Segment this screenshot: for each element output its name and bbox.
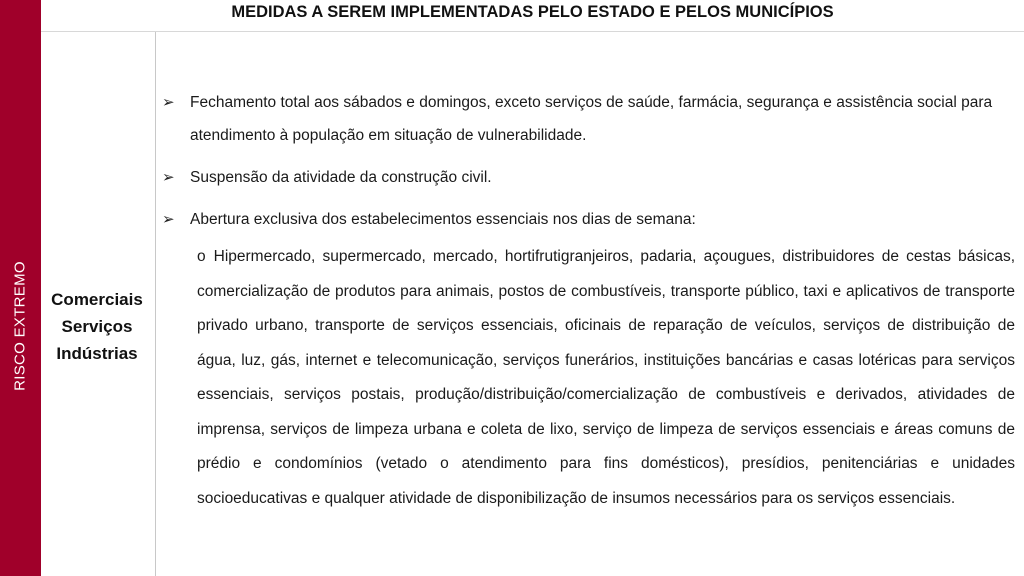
category-line-industries: Indústrias xyxy=(56,344,138,363)
list-item xyxy=(160,86,1010,152)
list-item-text: Suspensão da atividade da construção civil. xyxy=(190,169,492,186)
list-item-text: Fechamento total aos sábados e domingos, exceto serviços de saúde, farmácia, segurança e assistência social para atendimento à população em situação de vulnerabilidade. xyxy=(190,94,993,144)
list-item-text: Abertura exclusiva dos estabelecimentos essenciais nos dias de semana: xyxy=(190,211,696,228)
header-divider xyxy=(41,31,1024,32)
category-label xyxy=(45,286,149,367)
arrow-bullet-icon: ➢ xyxy=(162,211,175,228)
list-item xyxy=(160,161,1010,194)
essential-services-item xyxy=(197,240,1015,516)
arrow-bullet-icon: ➢ xyxy=(162,94,175,111)
circle-bullet-icon: o xyxy=(197,248,206,265)
list-item xyxy=(160,203,1010,236)
column-divider xyxy=(155,32,156,576)
risk-level-bar xyxy=(0,0,41,576)
arrow-bullet-icon: ➢ xyxy=(162,169,175,186)
category-line-commercial: Comerciais xyxy=(51,290,143,309)
category-line-services: Serviços xyxy=(61,317,133,336)
measures-list xyxy=(160,86,1010,236)
page-title: MEDIDAS A SEREM IMPLEMENTADAS PELO ESTADO E PELOS MUNICÍPIOS xyxy=(231,3,834,21)
essential-services-text: Hipermercado, supermercado, mercado, hortifrutigranjeiros, padaria, açougues, distribuidores de cestas básicas, comercialização de produtos para animais, postos de combustíveis, transporte público, taxi e aplicativos de transporte privado urbano, transporte de serviços essenciais, oficinais de reparação de veículos, serviços de distribuição de água, luz, gás, internet e telecomunicação, serviços funerários, instituições bancárias e casas lotéricas para serviços essenciais, serviços postais, produção/distribuição/comercialização de combustíveis e derivados, atividades de imprensa, serviços de limpeza urbana e coleta de lixo, serviço de limpeza de serviços essenciais e áreas comuns de prédio e condomínios (vetado o atendimento para fins domésticos), presídios, penitenciárias e unidades socioeducativas e qualquer atividade de disponibilização de insumos necessários para os serviços essenciais. xyxy=(197,248,1015,507)
risk-level-label: RISCO EXTREMO xyxy=(11,261,29,391)
